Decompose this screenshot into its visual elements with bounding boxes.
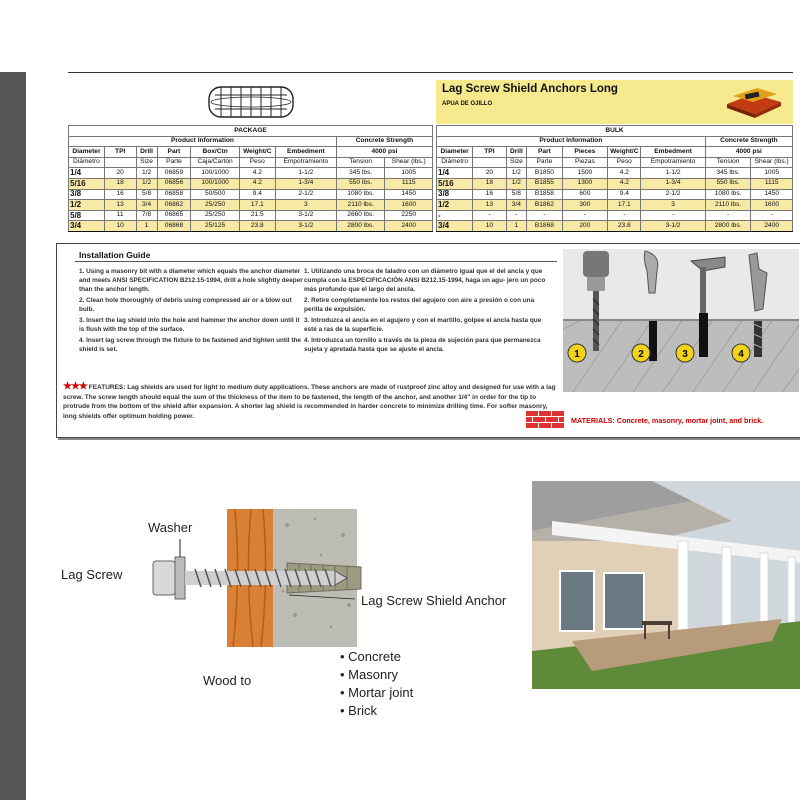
table-cell: 3-1/2 xyxy=(641,221,705,232)
table-cell: 3 xyxy=(275,200,336,211)
table-cell: B1868 xyxy=(527,221,562,232)
bulk-table xyxy=(436,125,793,232)
table-cell: 2110 lbs. xyxy=(336,200,385,211)
table-cell: 20 xyxy=(104,168,136,179)
step-number-1: 1 xyxy=(574,349,580,360)
table-cell: 5/8 xyxy=(136,189,157,200)
table-row xyxy=(69,210,433,221)
table-cell: 11 xyxy=(104,210,136,221)
diameter-cell: 1/2 xyxy=(69,200,105,211)
table-row xyxy=(69,200,433,211)
table-cell: 345 lbs. xyxy=(336,168,385,179)
features-body: FEATURES: Lag shields are used for light to medium duty applications. These anchors are made of rustproof zinc alloy and designed for use with a lag screw. The screw length should equal the sum of the thickness of the item to be fastened, the length of the anchor, and another 1/4" in order for the tip to protrude from the bottom of the shield after expansion. A shorter lag shield is recommended in harder concrete to minimize drilling time. For softer masonry, long shields offer optimum holding power. xyxy=(63,384,556,420)
table-cell: 2-1/2 xyxy=(641,189,705,200)
installation-guide xyxy=(56,243,800,438)
table-cell: 3-1/2 xyxy=(275,210,336,221)
table-cell: 4.2 xyxy=(608,168,641,179)
table-cell: 1-1/2 xyxy=(641,168,705,179)
table-cell: 1115 xyxy=(751,178,793,189)
package-strength-group: Concrete Strength xyxy=(336,136,432,147)
table-cell: 1 xyxy=(506,221,527,232)
table-cell: 2660 lbs. xyxy=(336,210,385,221)
table-cell: 1005 xyxy=(385,168,433,179)
lag-screw-label: Lag Screw xyxy=(61,567,123,582)
lag-screw-cross-section xyxy=(55,495,525,730)
table-cell: 1115 xyxy=(385,178,433,189)
anchor-diagram xyxy=(55,495,525,730)
table-cell: 2110 lbs. xyxy=(705,200,751,211)
table-cell: - xyxy=(641,210,705,221)
table-row xyxy=(437,178,793,189)
product-subtitle: APUA DE OJILLO xyxy=(442,101,493,107)
table-cell: 550 lbs. xyxy=(336,178,385,189)
table-cell: 2-1/2 xyxy=(275,189,336,200)
table-cell: 9.4 xyxy=(239,189,275,200)
table-cell: 1450 xyxy=(751,189,793,200)
table-row xyxy=(437,168,793,179)
table-cell: - xyxy=(506,210,527,221)
table-cell: 1600 xyxy=(751,200,793,211)
table-cell: 1/2 xyxy=(136,178,157,189)
table-row xyxy=(69,178,433,189)
bulk-info-group: Product Information xyxy=(437,136,706,147)
table-cell: - xyxy=(562,210,608,221)
table-cell: 345 lbs. xyxy=(705,168,751,179)
material-item: • Concrete xyxy=(340,648,413,666)
table-cell: B1855 xyxy=(527,178,562,189)
table-cell: 13 xyxy=(473,200,506,211)
diameter-cell: 3/8 xyxy=(437,189,473,200)
table-cell: B1862 xyxy=(527,200,562,211)
table-cell: 25/125 xyxy=(191,221,240,232)
step-es-2: 2. Retire completamente los restos del agujero con aire a presión o con una perilla de expulsión. xyxy=(304,297,535,314)
table-row xyxy=(437,189,793,200)
product-table-section xyxy=(68,80,793,240)
features-text xyxy=(63,382,557,421)
step-number-4: 4 xyxy=(738,349,744,360)
anchor-label: Lag Screw Shield Anchor xyxy=(361,593,507,608)
table-cell: 1-1/2 xyxy=(275,168,336,179)
materials-text: MATERIALS: Concrete, masonry, mortar joint, and brick. xyxy=(571,415,764,425)
table-cell: 21.5 xyxy=(239,210,275,221)
table-cell: 1-3/4 xyxy=(275,178,336,189)
table-cell: 06859 xyxy=(157,168,191,179)
material-item: • Mortar joint xyxy=(340,684,413,702)
table-cell: 100/1000 xyxy=(191,168,240,179)
three-stars-icon: ★★★ xyxy=(63,381,87,392)
table-cell: 13 xyxy=(104,200,136,211)
package-label: PACKAGE xyxy=(69,126,433,137)
table-cell: 06856 xyxy=(157,178,191,189)
bulk-header-row-1: Diameter TPI Drill Part Pieces Weight/C Embedment 4000 psi xyxy=(437,147,793,158)
table-cell: 600 xyxy=(562,189,608,200)
table-cell: 3 xyxy=(641,200,705,211)
table-cell: 2400 xyxy=(751,221,793,232)
diameter-cell: 1/2 xyxy=(437,200,473,211)
material-item: • Masonry xyxy=(340,666,413,684)
table-cell: 2250 xyxy=(385,210,433,221)
table-cell: 7/8 xyxy=(136,210,157,221)
table-cell: - xyxy=(473,210,506,221)
diameter-cell: 5/16 xyxy=(69,178,105,189)
table-cell: 1500 xyxy=(562,168,608,179)
installation-steps-illustration xyxy=(563,249,799,392)
table-cell: 2800 lbs. xyxy=(705,221,751,232)
product-title-banner xyxy=(436,80,793,124)
table-cell: 1-3/4 xyxy=(641,178,705,189)
step-en-4: 4. Insert lag screw through the fixture to be fastened and tighten until the shield is set. xyxy=(79,336,301,354)
table-cell: B1858 xyxy=(527,189,562,200)
table-cell: 16 xyxy=(473,189,506,200)
product-box-icon xyxy=(723,84,785,118)
table-cell: 17.1 xyxy=(608,200,641,211)
diameter-cell: 1/4 xyxy=(69,168,105,179)
table-cell: 9.4 xyxy=(608,189,641,200)
package-header-row-2: Diámetro Size Parte Caja/Cartón Peso Empotramiento Tension Shear (lbs.) xyxy=(69,157,433,168)
step-en-2: 2. Clean hole thoroughly of debris using compressed air or a blow out bulb. xyxy=(79,297,292,314)
table-cell: 18 xyxy=(104,178,136,189)
table-cell: 06862 xyxy=(157,200,191,211)
table-cell: B1850 xyxy=(527,168,562,179)
table-cell: 300 xyxy=(562,200,608,211)
table-cell: - xyxy=(608,210,641,221)
table-cell: 1/2 xyxy=(136,168,157,179)
diameter-cell: 1/4 xyxy=(437,168,473,179)
package-info-group: Product Information xyxy=(69,136,337,147)
package-table xyxy=(68,125,433,232)
table-cell: 200 xyxy=(562,221,608,232)
bulk-strength-group: Concrete Strength xyxy=(705,136,792,147)
table-cell: 3/4 xyxy=(506,200,527,211)
step-es-1: 1. Utilizando una broca de taladro con un diámetro igual que el del ancla y que cumpla con la ESPECIFICACIÓN ANSI B212.15-1994, haga un agu- jero un poco más profundo que el largo del ancla. xyxy=(304,268,546,294)
diameter-cell: 3/4 xyxy=(69,221,105,232)
table-cell: 06868 xyxy=(157,221,191,232)
page-sidebar xyxy=(0,72,26,800)
table-cell: 1 xyxy=(136,221,157,232)
table-cell: 20 xyxy=(473,168,506,179)
top-rule xyxy=(68,72,793,73)
table-cell: 5/8 xyxy=(506,189,527,200)
step-es-4: 4. Introduzca un tornillo a través de la pieza de sujeción para que permanezca sujeta y apretada hasta que se ajuste el ancla. xyxy=(304,336,541,354)
step-number-3: 3 xyxy=(682,349,688,360)
table-cell: 1/2 xyxy=(506,168,527,179)
table-cell: 18 xyxy=(473,178,506,189)
table-cell: 1/2 xyxy=(506,178,527,189)
table-cell: 2400 xyxy=(385,221,433,232)
table-row xyxy=(437,221,793,232)
table-cell: 1300 xyxy=(562,178,608,189)
patio-cover-photo xyxy=(532,481,800,689)
steps-english xyxy=(79,267,304,356)
table-cell: 06858 xyxy=(157,189,191,200)
step-es-3: 3. Introduzca el ancla en el agujero y con el martillo, golpee el ancla hasta que esté a ras de la superficie. xyxy=(304,317,542,334)
steps-spanish xyxy=(304,267,554,356)
table-cell: 10 xyxy=(104,221,136,232)
step-en-3: 3. Insert the lag shield into the hole and hammer the anchor down until it is flush with the top of the surface. xyxy=(79,317,300,334)
table-row xyxy=(69,189,433,200)
package-header-row-1: Diameter TPI Drill Part Box/Ctn Weight/C Embedment 4000 psi xyxy=(69,147,433,158)
guide-title: Installation Guide xyxy=(79,250,151,260)
table-cell: - xyxy=(705,210,751,221)
table-cell: 550 lbs. xyxy=(705,178,751,189)
diameter-cell: - xyxy=(437,210,473,221)
diameter-cell: 3/8 xyxy=(69,189,105,200)
anchor-product-image xyxy=(68,80,433,124)
product-title: Lag Screw Shield Anchors Long xyxy=(442,83,618,95)
table-cell: - xyxy=(751,210,793,221)
table-cell: 4.2 xyxy=(239,178,275,189)
diameter-cell: 3/4 xyxy=(437,221,473,232)
table-row xyxy=(69,168,433,179)
brick-icon xyxy=(526,411,564,429)
step-number-2: 2 xyxy=(638,349,644,360)
table-cell: 2800 lbs. xyxy=(336,221,385,232)
table-cell: 100/1000 xyxy=(191,178,240,189)
table-cell: 17.1 xyxy=(239,200,275,211)
table-cell: 50/500 xyxy=(191,189,240,200)
diameter-cell: 5/8 xyxy=(69,210,105,221)
table-cell: 25/250 xyxy=(191,210,240,221)
table-cell: 06865 xyxy=(157,210,191,221)
table-cell: - xyxy=(527,210,562,221)
wood-to-label: Wood to xyxy=(203,673,252,688)
guide-title-rule xyxy=(75,261,557,262)
table-cell: 3-1/2 xyxy=(275,221,336,232)
table-row xyxy=(437,200,793,211)
diameter-cell: 5/16 xyxy=(437,178,473,189)
materials-line xyxy=(526,411,763,429)
table-cell: 1080 lbs. xyxy=(336,189,385,200)
bulk-label: BULK xyxy=(437,126,793,137)
table-cell: 4.2 xyxy=(239,168,275,179)
table-cell: 23.8 xyxy=(239,221,275,232)
table-row xyxy=(437,210,793,221)
step-en-1: 1. Using a masonry bit with a diameter which equals the anchor diameter and meets ANSI SPECIFICATION B212.15-1994, drill a hole slightly deeper than the anchor length. xyxy=(79,268,303,294)
material-item: • Brick xyxy=(340,702,413,720)
washer-label: Washer xyxy=(148,520,193,535)
table-row xyxy=(69,221,433,232)
table-cell: 1600 xyxy=(385,200,433,211)
table-cell: 1005 xyxy=(751,168,793,179)
table-cell: 25/250 xyxy=(191,200,240,211)
table-cell: 1450 xyxy=(385,189,433,200)
table-cell: 4.2 xyxy=(608,178,641,189)
table-cell: 10 xyxy=(473,221,506,232)
table-cell: 1080 lbs. xyxy=(705,189,751,200)
table-cell: 16 xyxy=(104,189,136,200)
table-cell: 3/4 xyxy=(136,200,157,211)
base-materials-list xyxy=(340,648,413,720)
table-cell: 23.8 xyxy=(608,221,641,232)
bulk-header-row-2: Diámetro Size Parte Piezas Peso Empotramiento Tension Shear (lbs.) xyxy=(437,157,793,168)
